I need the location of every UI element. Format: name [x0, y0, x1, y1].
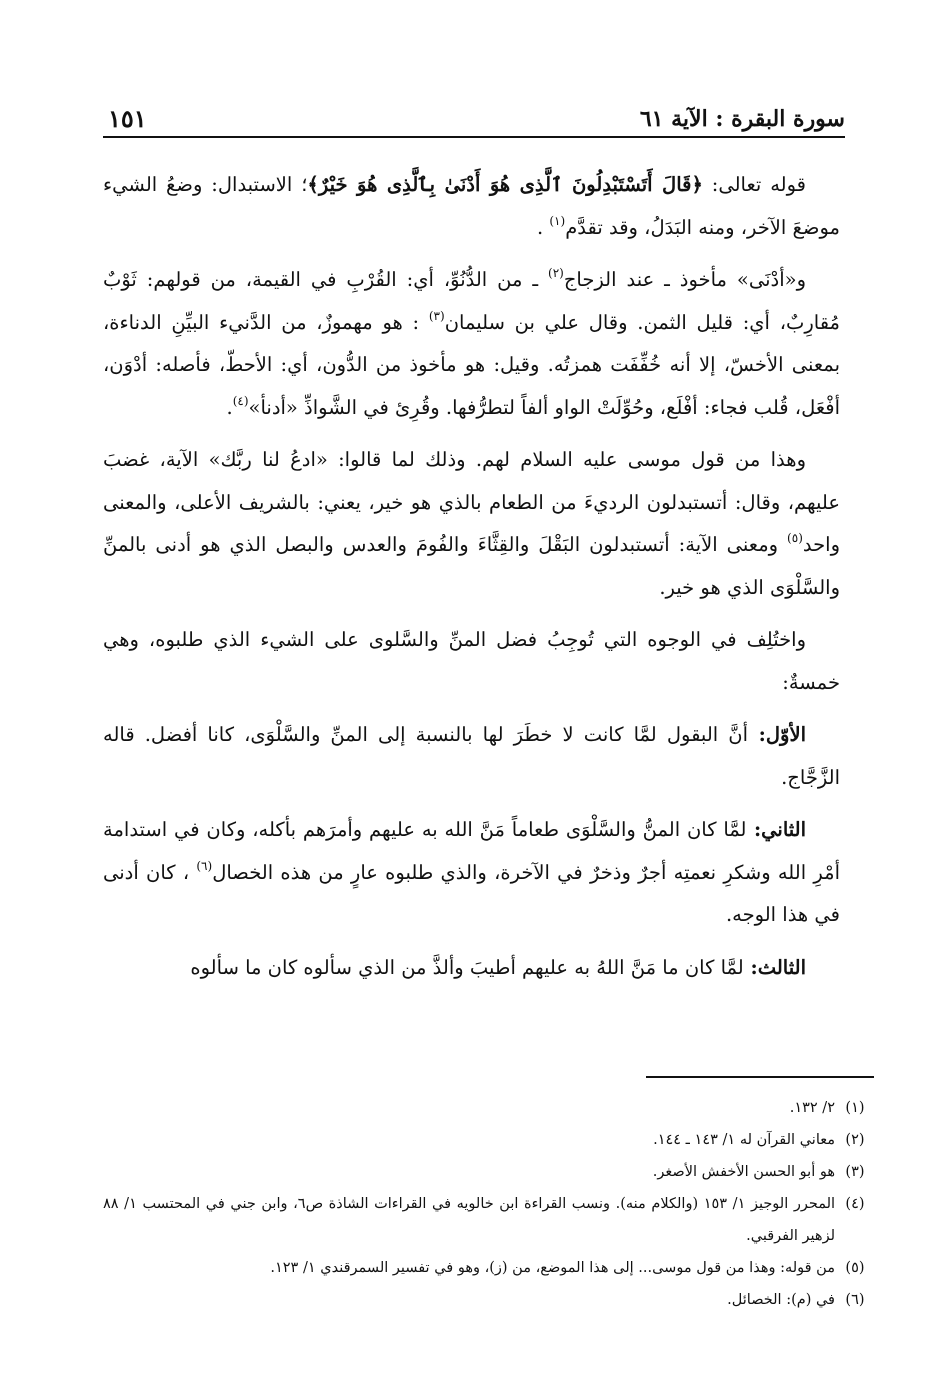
paragraph-2 — [103, 259, 840, 429]
page-number: ١٥١ — [108, 104, 147, 133]
footnote-number: (٢) — [845, 1132, 865, 1148]
paragraph-5 — [103, 714, 840, 799]
footnote-ref[interactable]: (١) — [549, 213, 566, 228]
paragraph-3 — [103, 439, 840, 609]
paragraph-7 — [103, 947, 840, 990]
text-span: ـ من الدُّنُوِّ، أي: القُرْبِ في القيمة، من قولهم: ثَوْبٌ مُقارِبٌ، أي: قليل الثمن. وقال علي بن سليمان — [103, 268, 841, 334]
footnote-item — [103, 1188, 875, 1252]
footnote-text: المحرر الوجيز ١/ ١٥٣ (والكلام منه). ونسب القراءة ابن خالويه في القراءات الشاذة ص٦، وابن جني في المحتسب ١/ ٨٨ لزهير الفرقبي. — [103, 1196, 836, 1244]
quran-verse: ﴿قَالَ أَتَسْتَبْدِلُونَ ٱلَّذِى هُوَ أَدْنَىٰ بِٱلَّذِى هُوَ خَيْرٌ﴾ — [307, 173, 703, 196]
paragraph-6 — [103, 809, 840, 937]
footnote-item — [103, 1284, 875, 1316]
header-divider — [103, 136, 845, 138]
footnote-item — [103, 1092, 875, 1124]
text-span: واختُلِف في الوجوه التي تُوجِبُ فضل المنِّ والسَّلوى على الشيء الذي طلبوه، وهي خمسةٌ: — [103, 628, 840, 694]
point-heading: الثالث: — [743, 955, 806, 979]
footnote-text: من قوله: وهذا من قول موسى... إلى هذا الموضع، من (ز)، وهو في تفسير السمرقندي ١/ ١٢٣. — [270, 1260, 835, 1276]
footnote-text: معاني القرآن له ١/ ١٤٣ ـ ١٤٤. — [653, 1132, 835, 1148]
text-span: . — [536, 215, 550, 239]
footnote-number: (٦) — [845, 1292, 865, 1308]
footnote-text: هو أبو الحسن الأخفش الأصغر. — [652, 1164, 835, 1180]
text-span: و«أدْنَى» مأخوذ ـ عند الزجاج — [563, 268, 806, 291]
footnote-ref[interactable]: (٤) — [232, 393, 249, 408]
footnote-number: (١) — [845, 1100, 865, 1116]
footnote-divider — [646, 1076, 874, 1078]
text-span: ومعنى الآية: أتستبدلون البَقْلَ والقِثَّاءَ والفُومَ والعدس والبصل الذي هو أدنى بالمنِّ والسَّلْوَى الذي هو خير. — [103, 533, 840, 599]
page-header — [108, 94, 845, 134]
footnote-number: (٤) — [845, 1196, 865, 1212]
text-span: لمَّا كان المنُّ والسَّلْوَى طعاماً مَنَّ الله به عليهم وأمرَهم بأكله، وكان في استدامة أمْرِ الله وشكرِ نعمتِه أجرٌ وذخرٌ في الآخرة، والذي طلبوه عارٍ من هذه الخصال — [103, 818, 840, 884]
footnote-text: في (م): الخصائل. — [727, 1292, 835, 1308]
footnote-number: (٣) — [845, 1164, 865, 1180]
paragraph-4 — [103, 619, 840, 704]
text-span: لمَّا كان ما مَنَّ اللهُ به عليهم أطيبَ وألذَّ من الذي سألوه كان ما سألوه — [190, 955, 744, 979]
text-span: أنَّ البقول لمَّا كانت لا خطَرَ لها بالنسبة إلى المنِّ والسَّلْوَى، كانا أفضل. قاله الزَّجَّاج. — [103, 723, 840, 789]
text-span: وهذا من قول موسى عليه السلام لهم. وذلك لما قالوا: «ادعُ لنا ربَّك» الآية، غضبَ عليهم، وقال: أتستبدلون الرديءَ من الطعام بالذي هو خير، يعني: بالشريف الأعلى، والمعنى واحد — [103, 448, 840, 556]
footnote-item — [103, 1156, 875, 1188]
main-text — [103, 164, 840, 999]
text-span: : هو مهموزٌ، من الدَّنيء البيِّنِ الدناءة، بمعنى الأخسّ، إلا أنه خُفِّفَت همزتُه. وقيل: هو مأخوذ من الدُّون، أي: الأحطّ، فأصله: أدْوَن، أفْعَل، قُلب فجاء: أفْلَع، وحُوِّلَتْ الواو ألفاً لتطرُّفها. وقُرِئ في الشَّواذِّ «أدنأ» — [103, 310, 840, 419]
point-heading: الثاني: — [746, 818, 807, 841]
footnote-ref[interactable]: (٢) — [548, 266, 564, 280]
footnote-item — [103, 1252, 875, 1284]
text-span: ؛ الاستبدال: وضعُ الشيء موضعَ الآخر، ومنه البَدَلُ، وقد تقدَّم — [103, 173, 840, 239]
footnote-ref[interactable]: (٣) — [428, 308, 445, 323]
footnotes — [103, 1092, 875, 1316]
footnote-ref[interactable]: (٦) — [196, 858, 213, 873]
running-title: سورة البقرة : الآية ٦١ — [639, 106, 845, 132]
paragraph-1 — [103, 164, 840, 249]
footnote-item — [103, 1124, 875, 1156]
point-heading: الأوّل: — [748, 723, 806, 746]
footnote-text: ٢/ ١٣٢. — [789, 1100, 835, 1116]
text-span: . — [226, 395, 233, 419]
footnote-ref[interactable]: (٥) — [787, 531, 803, 545]
footnote-number: (٥) — [845, 1260, 865, 1276]
text-span: قوله تعالى: — [702, 173, 806, 196]
text-span: ، كان أدنى في هذا الوجه. — [103, 860, 840, 926]
